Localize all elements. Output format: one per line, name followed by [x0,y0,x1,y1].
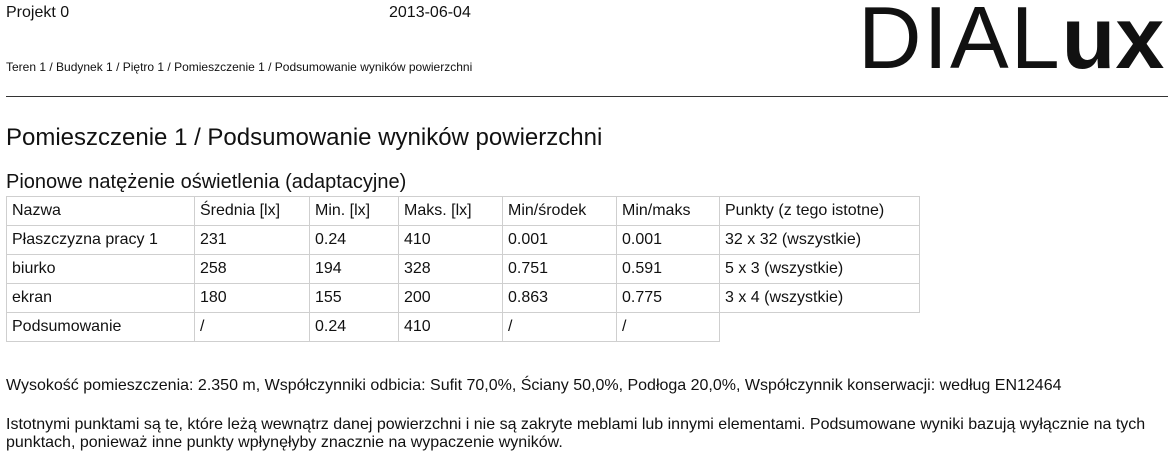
cell-name: biurko [7,255,195,284]
cell-min: 0.24 [310,313,399,342]
cell-average: 258 [195,255,310,284]
results-table [6,196,920,342]
cell-max: 410 [399,313,503,342]
cell-name: Płaszczyzna pracy 1 [7,226,195,255]
column-header: Min/środek [503,197,617,226]
cell-min-max: 0.591 [617,255,720,284]
summary-row [7,313,920,342]
cell-min: 155 [310,284,399,313]
table-row [7,284,920,313]
logo-text-regular: DIAL [858,0,1062,87]
column-header: Min. [lx] [310,197,399,226]
cell-min: 0.24 [310,226,399,255]
cell-min-avg: 0.863 [503,284,617,313]
room-info-note: Wysokość pomieszczenia: 2.350 m, Współczynniki odbicia: Sufit 70,0%, Ściany 50,0%, Podłoga 20,0%, Współczynnik konserwacji: według EN12464 [6,377,1062,394]
table-header-row [7,197,920,226]
column-header: Punkty (z tego istotne) [720,197,920,226]
cell-average: / [195,313,310,342]
cell-min-max: / [617,313,720,342]
cell-min-avg: 0.751 [503,255,617,284]
logo-text-bold: ux [1061,0,1165,87]
cell-min-max: 0.001 [617,226,720,255]
section-title: Pionowe natężenie oświetlenia (adaptacyjne) [6,171,407,193]
table-row [7,226,920,255]
cell-max: 328 [399,255,503,284]
breadcrumb: Teren 1 / Budynek 1 / Piętro 1 / Pomieszczenie 1 / Podsumowanie wyników powierzchni [6,60,473,74]
column-header: Nazwa [7,197,195,226]
column-header: Średnia [lx] [195,197,310,226]
cell-points: 3 x 4 (wszystkie) [720,284,920,313]
column-header: Maks. [lx] [399,197,503,226]
cell-max: 200 [399,284,503,313]
report-date: 2013-06-04 [389,4,471,21]
dialux-logo [858,0,1165,87]
cell-min-avg: 0.001 [503,226,617,255]
cell-points: 32 x 32 (wszystkie) [720,226,920,255]
explanation-note: Istotnymi punktami są te, które leżą wewnątrz danej powierzchni i nie są zakryte meblami lub innymi elementami. Podsumowane wyniki bazują wyłącznie na tych punktach, ponieważ inne punkty wpłynęłyby znacznie na wypaczenie wyników. [6,416,1146,451]
cell-max: 410 [399,226,503,255]
page-title: Pomieszczenie 1 / Podsumowanie wyników powierzchni [6,124,603,151]
cell-average: 231 [195,226,310,255]
table-row [7,255,920,284]
cell-min: 194 [310,255,399,284]
cell-min-max: 0.775 [617,284,720,313]
column-header: Min/maks [617,197,720,226]
project-name: Projekt 0 [6,4,70,21]
cell-points: 5 x 3 (wszystkie) [720,255,920,284]
cell-name: ekran [7,284,195,313]
cell-average: 180 [195,284,310,313]
cell-min-avg: / [503,313,617,342]
cell-empty [720,313,920,342]
header-divider [6,96,1168,97]
cell-name: Podsumowanie [7,313,195,342]
